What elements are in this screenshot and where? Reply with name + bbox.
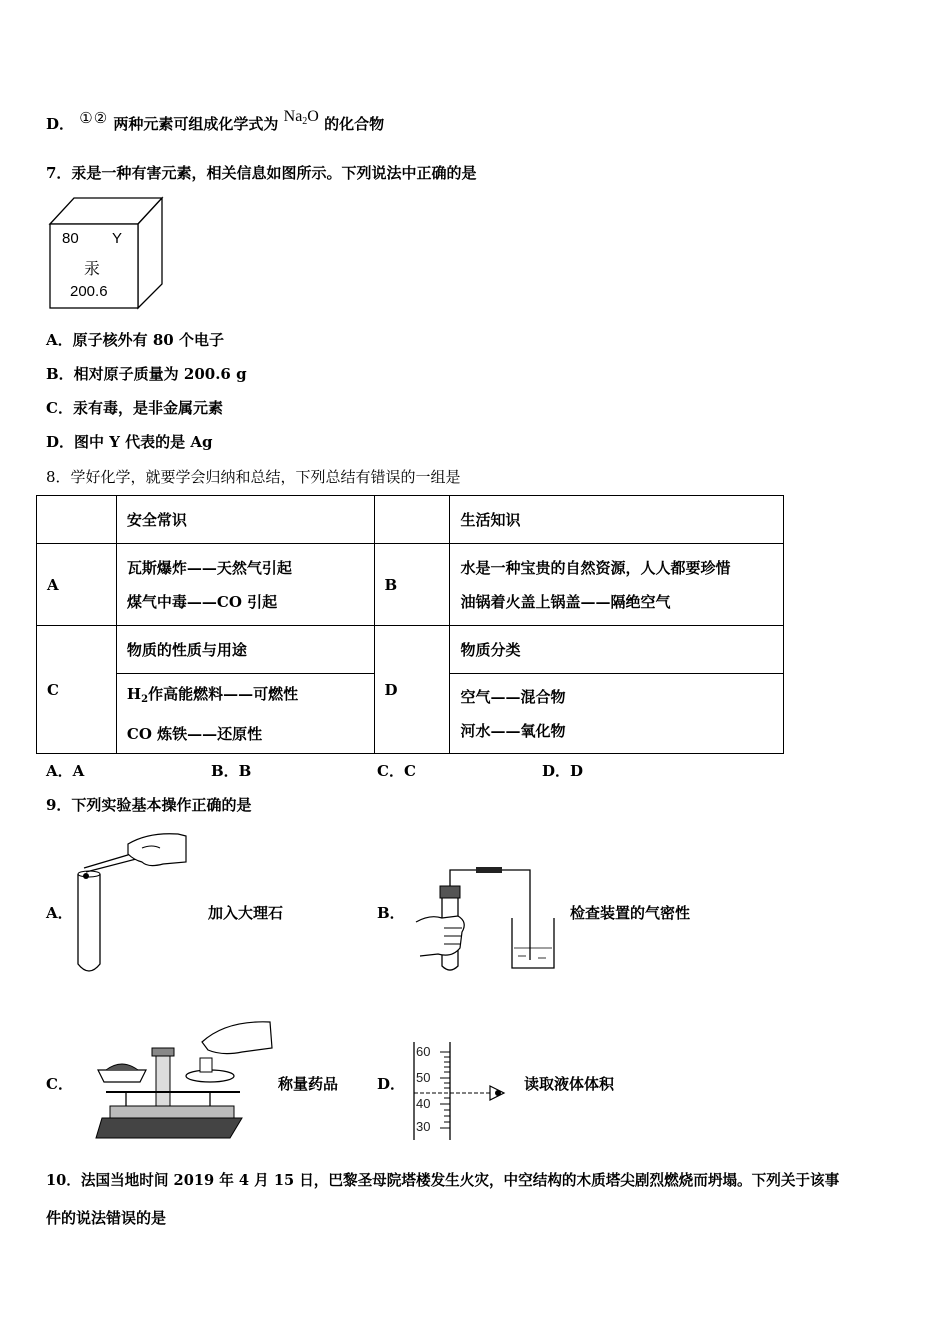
cylinder-tick-50: 50 [416, 1070, 431, 1085]
element-symbol: Y [112, 230, 123, 247]
q6-option-d [46, 108, 385, 135]
q7-option-d: D．图中 Y 代表的是 Ag [46, 433, 213, 451]
row-a-line1: 瓦斯爆炸——天然气引起 [126, 558, 292, 577]
q9-option-d-caption: 读取液体体积 [524, 1075, 615, 1093]
q9-option-c-letter: C． [46, 1075, 73, 1093]
row-b-line2: 油锅着火盖上锅盖——隔绝空气 [460, 592, 671, 611]
q8-option-a: A．A [46, 762, 85, 780]
row-d-label: D [374, 626, 450, 754]
q9-option-a-letter: A． [46, 904, 73, 922]
q6-option-d-circles: ①② [79, 109, 109, 127]
q8-option-b: B．B [211, 762, 252, 780]
row-d-head: 物质分类 [450, 626, 784, 674]
row-b-content [450, 544, 784, 626]
row-c-label: C [37, 626, 117, 754]
element-cell-figure [48, 196, 164, 310]
q9-option-a-caption: 加入大理石 [208, 904, 284, 922]
element-mass: 200.6 [70, 283, 108, 300]
row-d-line1: 空气——混合物 [460, 687, 566, 706]
q9-option-c-caption: 称量药品 [278, 1075, 339, 1093]
table-header-blank [374, 496, 450, 544]
formula-sub: 2 [302, 116, 308, 127]
summary-table [36, 495, 784, 754]
row-d-line2: 河水——氧化物 [460, 721, 566, 740]
q6-option-d-text2: 的化合物 [324, 115, 385, 133]
test-tube-tweezers-icon [68, 824, 188, 976]
q10-stem-line2: 件的说法错误的是 [46, 1209, 167, 1227]
cylinder-tick-30: 30 [416, 1119, 431, 1134]
q9-option-b-caption: 检查装置的气密性 [570, 904, 691, 922]
table-corner-cell [37, 496, 117, 544]
table-header-safety: 安全常识 [116, 496, 374, 544]
q6-option-d-letter: D． [46, 115, 75, 133]
table-header-life: 生活知识 [450, 496, 784, 544]
formula-o: O [307, 108, 319, 125]
q10-stem-line1: 10．法国当地时间 2019 年 4 月 15 日，巴黎圣母院塔楼发生火灾，中空结构的木质塔尖剧烈燃烧而坍塌。下列关于该事 [46, 1172, 840, 1189]
balance-scale-icon [92, 1018, 274, 1144]
row-c-line2: CO 炼铁——还原性 [126, 724, 263, 743]
airtightness-apparatus-icon [412, 862, 562, 974]
row-a-label: A [37, 544, 117, 626]
q7-option-b: B．相对原子质量为 200.6 g [46, 365, 247, 383]
q9-option-b-letter: B． [377, 904, 405, 922]
row-b-label: B [374, 544, 450, 626]
formula-na: Na [283, 108, 303, 125]
row-a-content [116, 544, 374, 626]
q7-stem: 7．汞是一种有害元素，相关信息如图所示。下列说法中正确的是 [46, 164, 477, 182]
element-name: 汞 [84, 259, 101, 278]
q8-option-d: D．D [542, 762, 584, 780]
row-c-line1-rest: 作高能燃料——可燃性 [148, 684, 299, 703]
row-b-line1: 水是一种宝贵的自然资源，人人都要珍惜 [460, 558, 731, 577]
q6-option-d-text1: 两种元素可组成化学式为 [113, 115, 279, 133]
cylinder-tick-40: 40 [416, 1096, 431, 1111]
row-c-line1 [127, 677, 364, 717]
q7-option-c: C．汞有毒，是非金属元素 [46, 399, 223, 417]
q8-stem: 8．学好化学，就要学会归纳和总结，下列总结有错误的一组是 [46, 468, 461, 486]
q7-option-a: A．原子核外有 80 个电子 [46, 331, 224, 349]
row-d-content [450, 674, 784, 754]
element-number: 80 [62, 230, 79, 247]
q9-stem: 9．下列实验基本操作正确的是 [46, 796, 252, 814]
row-c-head: 物质的性质与用途 [116, 626, 374, 674]
q8-option-c: C．C [377, 762, 416, 780]
row-c-content [116, 674, 374, 754]
h2-symbol: H [126, 684, 142, 703]
cylinder-tick-60: 60 [416, 1044, 431, 1059]
na2o-formula [284, 108, 319, 125]
row-a-line2: 煤气中毒——CO 引起 [126, 592, 278, 611]
h2-subscript: 2 [141, 693, 149, 705]
q9-option-d-letter: D． [377, 1075, 406, 1093]
